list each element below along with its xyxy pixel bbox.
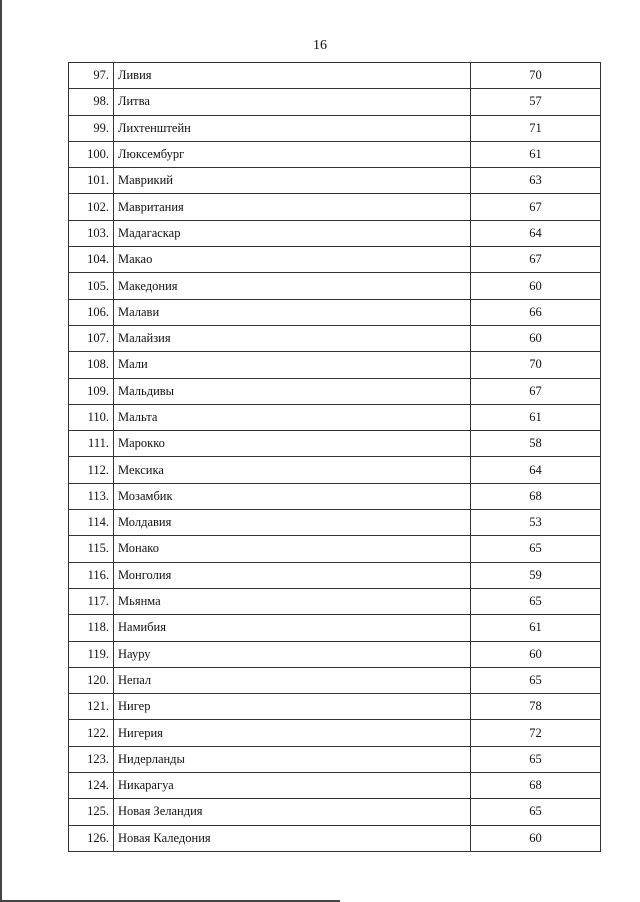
- country-name: Ливия: [114, 63, 471, 89]
- row-number: 123.: [69, 746, 114, 772]
- score-value: 61: [471, 141, 601, 167]
- row-number: 101.: [69, 168, 114, 194]
- country-name: Македония: [114, 273, 471, 299]
- score-value: 60: [471, 825, 601, 851]
- country-name: Литва: [114, 89, 471, 115]
- table-row: [69, 194, 601, 220]
- score-value: 61: [471, 404, 601, 430]
- score-value: 72: [471, 720, 601, 746]
- row-number: 120.: [69, 667, 114, 693]
- country-name: Мавритания: [114, 194, 471, 220]
- table-row: [69, 615, 601, 641]
- row-number: 117.: [69, 588, 114, 614]
- country-name: Новая Каледония: [114, 825, 471, 851]
- row-number: 112.: [69, 457, 114, 483]
- page-number: 16: [313, 38, 327, 53]
- row-number: 116.: [69, 562, 114, 588]
- score-value: 60: [471, 641, 601, 667]
- score-value: 67: [471, 194, 601, 220]
- country-name: Новая Зеландия: [114, 799, 471, 825]
- row-number: 104.: [69, 247, 114, 273]
- country-name: Марокко: [114, 431, 471, 457]
- score-value: 68: [471, 483, 601, 509]
- row-number: 98.: [69, 89, 114, 115]
- scan-edge-left: [0, 0, 2, 902]
- row-number: 111.: [69, 431, 114, 457]
- score-value: 65: [471, 536, 601, 562]
- table-row: [69, 694, 601, 720]
- country-name: Науру: [114, 641, 471, 667]
- table-row: [69, 352, 601, 378]
- table-row: [69, 89, 601, 115]
- score-value: 70: [471, 352, 601, 378]
- country-name: Маврикий: [114, 168, 471, 194]
- country-name: Нидерланды: [114, 746, 471, 772]
- country-name: Люксембург: [114, 141, 471, 167]
- row-number: 109.: [69, 378, 114, 404]
- country-name: Макао: [114, 247, 471, 273]
- country-name: Нигерия: [114, 720, 471, 746]
- table-row: [69, 562, 601, 588]
- score-value: 58: [471, 431, 601, 457]
- row-number: 118.: [69, 615, 114, 641]
- table-row: [69, 431, 601, 457]
- table-row: [69, 667, 601, 693]
- score-value: 78: [471, 694, 601, 720]
- row-number: 125.: [69, 799, 114, 825]
- row-number: 119.: [69, 641, 114, 667]
- row-number: 115.: [69, 536, 114, 562]
- score-value: 70: [471, 63, 601, 89]
- table-row: [69, 457, 601, 483]
- table-row: [69, 325, 601, 351]
- score-value: 64: [471, 220, 601, 246]
- country-name: Монголия: [114, 562, 471, 588]
- score-value: 67: [471, 247, 601, 273]
- country-name: Мальта: [114, 404, 471, 430]
- country-name: Никарагуа: [114, 773, 471, 799]
- table-row: [69, 483, 601, 509]
- country-name: Непал: [114, 667, 471, 693]
- score-value: 59: [471, 562, 601, 588]
- table-row: [69, 746, 601, 772]
- table-row: [69, 404, 601, 430]
- countries-table: [68, 62, 601, 852]
- country-name: Мадагаскар: [114, 220, 471, 246]
- row-number: 99.: [69, 115, 114, 141]
- table-row: [69, 773, 601, 799]
- score-value: 61: [471, 615, 601, 641]
- score-value: 66: [471, 299, 601, 325]
- score-value: 65: [471, 799, 601, 825]
- country-name: Мексика: [114, 457, 471, 483]
- table-row: [69, 510, 601, 536]
- row-number: 114.: [69, 510, 114, 536]
- row-number: 124.: [69, 773, 114, 799]
- row-number: 108.: [69, 352, 114, 378]
- row-number: 110.: [69, 404, 114, 430]
- country-name: Монако: [114, 536, 471, 562]
- row-number: 121.: [69, 694, 114, 720]
- row-number: 126.: [69, 825, 114, 851]
- country-name: Мали: [114, 352, 471, 378]
- row-number: 97.: [69, 63, 114, 89]
- country-name: Малави: [114, 299, 471, 325]
- row-number: 103.: [69, 220, 114, 246]
- table-row: [69, 536, 601, 562]
- row-number: 106.: [69, 299, 114, 325]
- row-number: 100.: [69, 141, 114, 167]
- table-row: [69, 273, 601, 299]
- score-value: 63: [471, 168, 601, 194]
- country-name: Лихтенштейн: [114, 115, 471, 141]
- country-name: Малайзия: [114, 325, 471, 351]
- table-row: [69, 641, 601, 667]
- row-number: 105.: [69, 273, 114, 299]
- country-name: Нигер: [114, 694, 471, 720]
- row-number: 102.: [69, 194, 114, 220]
- score-value: 60: [471, 273, 601, 299]
- score-value: 57: [471, 89, 601, 115]
- score-value: 60: [471, 325, 601, 351]
- table-row: [69, 247, 601, 273]
- row-number: 107.: [69, 325, 114, 351]
- score-value: 65: [471, 588, 601, 614]
- table-body: [69, 63, 601, 852]
- row-number: 122.: [69, 720, 114, 746]
- table-row: [69, 141, 601, 167]
- score-value: 64: [471, 457, 601, 483]
- table-row: [69, 168, 601, 194]
- table-row: [69, 799, 601, 825]
- score-value: 71: [471, 115, 601, 141]
- table-row: [69, 720, 601, 746]
- country-name: Намибия: [114, 615, 471, 641]
- table-row: [69, 63, 601, 89]
- table-row: [69, 220, 601, 246]
- row-number: 113.: [69, 483, 114, 509]
- country-name: Мозамбик: [114, 483, 471, 509]
- score-value: 67: [471, 378, 601, 404]
- score-value: 53: [471, 510, 601, 536]
- score-value: 65: [471, 667, 601, 693]
- country-name: Молдавия: [114, 510, 471, 536]
- score-value: 65: [471, 746, 601, 772]
- score-value: 68: [471, 773, 601, 799]
- table-row: [69, 378, 601, 404]
- country-name: Мальдивы: [114, 378, 471, 404]
- table-row: [69, 825, 601, 851]
- table-row: [69, 299, 601, 325]
- country-name: Мьянма: [114, 588, 471, 614]
- table-row: [69, 115, 601, 141]
- table-row: [69, 588, 601, 614]
